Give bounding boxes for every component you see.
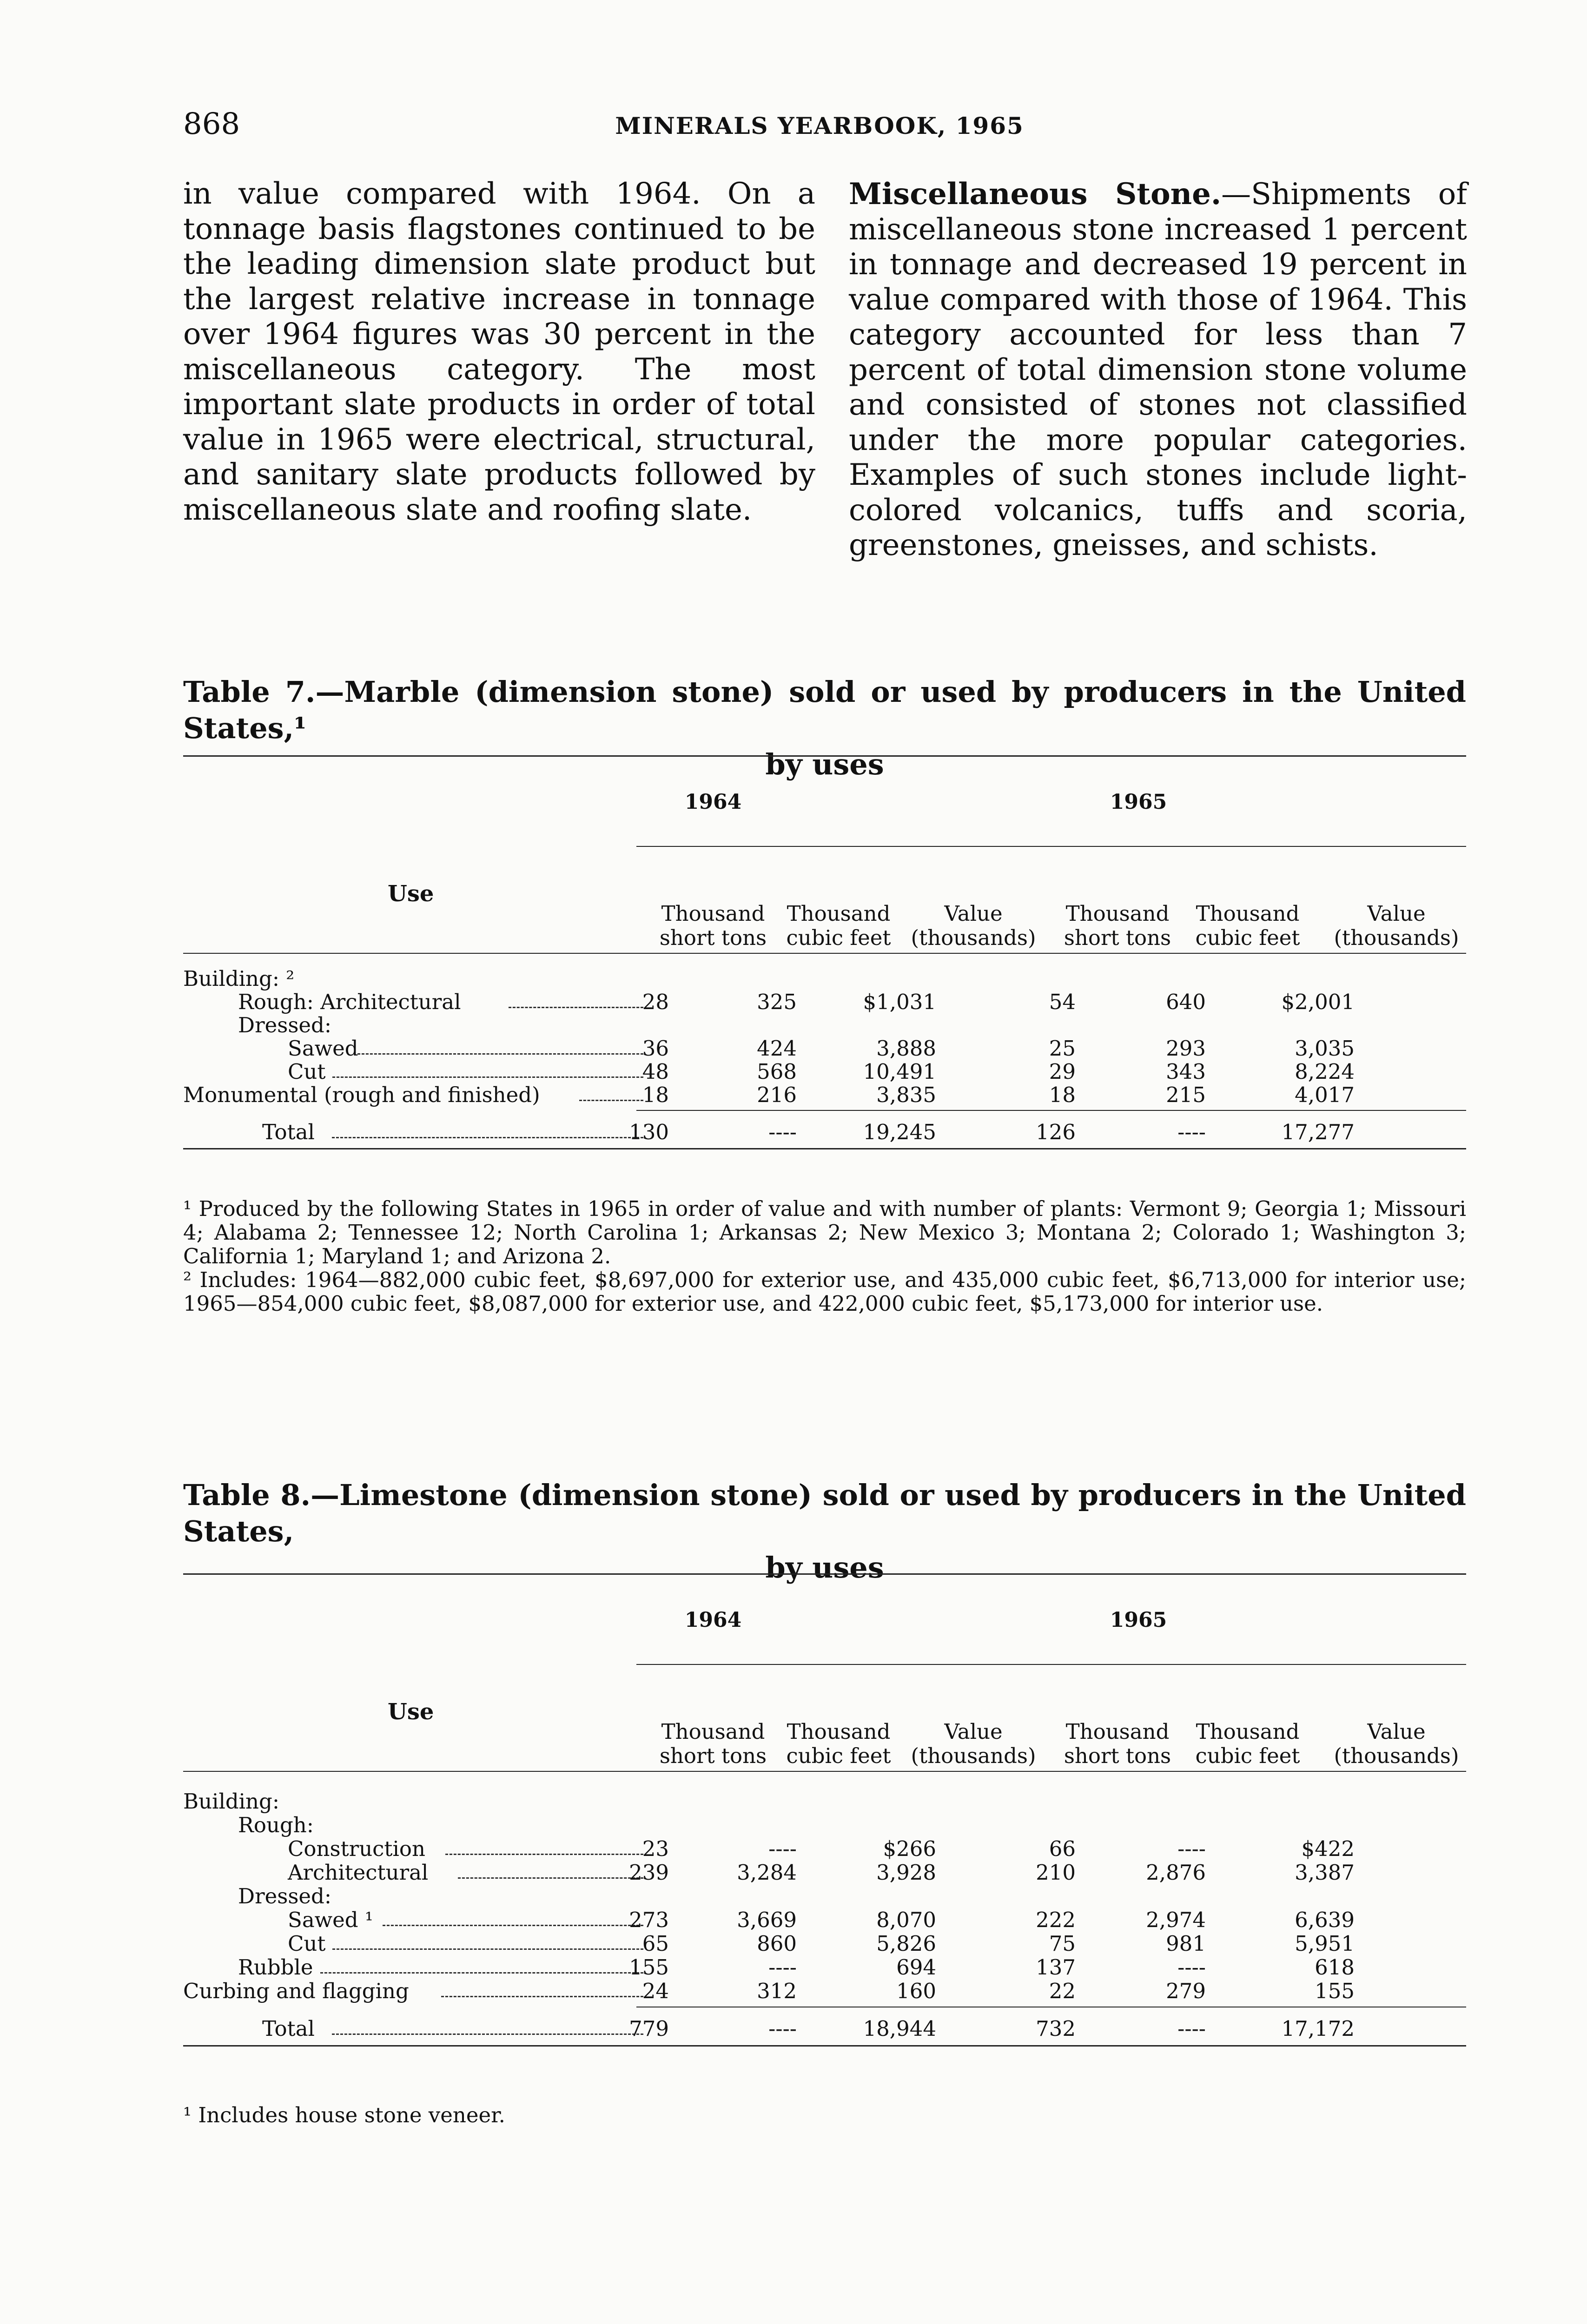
table7-cell: 215 bbox=[1166, 1083, 1206, 1107]
table8-cell: 222 bbox=[1036, 1908, 1076, 1932]
table8-cell: 155 bbox=[629, 1955, 669, 1980]
table8-row bbox=[183, 1955, 1466, 1980]
table7-bottom-rule bbox=[183, 1148, 1466, 1149]
table8-cell: ---- bbox=[1177, 1836, 1206, 1861]
table8-row bbox=[183, 1884, 1466, 1908]
table7-cell: $2,001 bbox=[1281, 990, 1355, 1014]
table8-col-header-2: Thousand cubic feet bbox=[786, 1719, 891, 1768]
table7-cell: 36 bbox=[642, 1036, 669, 1061]
table7-cell: 424 bbox=[757, 1036, 797, 1061]
table7-cell: 18 bbox=[1049, 1083, 1076, 1107]
table8-cell: 210 bbox=[1036, 1860, 1076, 1885]
table8-cell: 3,669 bbox=[737, 1908, 797, 1932]
table7-cell: 29 bbox=[1049, 1059, 1076, 1084]
table7-row-label: Total bbox=[262, 1120, 315, 1144]
table8-cell: 779 bbox=[629, 2016, 669, 2041]
table8-row bbox=[183, 1837, 1466, 1861]
table7-leader-dots bbox=[579, 1098, 643, 1101]
table8-row-label: Rubble bbox=[238, 1955, 313, 1980]
table7-row bbox=[183, 1037, 1466, 1061]
table8-cell: 8,070 bbox=[876, 1908, 936, 1932]
table7-title-line2: by uses bbox=[765, 747, 884, 781]
table8-row bbox=[183, 1908, 1466, 1932]
table7-leader-dots bbox=[357, 1051, 643, 1055]
table8-cell: $422 bbox=[1301, 1836, 1355, 1861]
table8-cell: 5,826 bbox=[876, 1931, 936, 1956]
table8-cell: 6,639 bbox=[1295, 1908, 1355, 1932]
table7-cell: $1,031 bbox=[863, 990, 936, 1014]
table8-leader-dots bbox=[445, 1852, 643, 1855]
table7-leader-dots bbox=[332, 1135, 643, 1138]
table8-footnotes bbox=[183, 2103, 1466, 2127]
table8-cell: ---- bbox=[768, 1836, 797, 1861]
table8-bottom-rule bbox=[183, 2045, 1466, 2047]
table7-row bbox=[183, 1013, 1466, 1037]
table8-cell: $266 bbox=[883, 1836, 936, 1861]
table8-leader-dots bbox=[332, 1947, 643, 1950]
table8-cell: 732 bbox=[1036, 2016, 1076, 2041]
table7-cell: ---- bbox=[1177, 1120, 1206, 1144]
table8-cell: ---- bbox=[768, 2016, 797, 2041]
table7-col-header-4: Thousand short tons bbox=[1064, 901, 1171, 950]
table7-row bbox=[183, 1060, 1466, 1084]
table8-leader-dots bbox=[458, 1875, 643, 1879]
table7-cell: 10,491 bbox=[863, 1059, 936, 1084]
page-number: 868 bbox=[183, 107, 240, 141]
table8-col-header-3: Value (thousands) bbox=[911, 1719, 1036, 1768]
table8-cell: 65 bbox=[642, 1931, 669, 1956]
table7-cell: 568 bbox=[757, 1059, 797, 1084]
table8-cell: 2,974 bbox=[1146, 1908, 1206, 1932]
table7-col-header-6: Value (thousands) bbox=[1334, 901, 1459, 950]
table8-cell: 860 bbox=[757, 1931, 797, 1956]
table8-leader-dots bbox=[332, 2032, 643, 2035]
table7-row bbox=[183, 967, 1466, 991]
table8-cell: 23 bbox=[642, 1836, 669, 1861]
running-title: MINERALS YEARBOOK, 1965 bbox=[615, 112, 1024, 139]
table7-row-label: Building: ² bbox=[183, 966, 295, 991]
table8-use-header: Use bbox=[388, 1699, 434, 1725]
table7-cell: 130 bbox=[629, 1120, 669, 1144]
table8-row bbox=[183, 1979, 1466, 2003]
table7-cell: 19,245 bbox=[863, 1120, 936, 1144]
miscellaneous-stone-text: —Shipments of miscellaneous stone increased 1 percent in tonnage and decreased 19 percent in value compared with those of 1964. This category accounted for less than 7 percent of total dimension stone volume and consisted of stones not classified under the more popular categories. Examples of such stones include light-colored volcanics, tuffs and scoria, greenstones, gneisses, and schists. bbox=[849, 177, 1467, 562]
table8-cell: 137 bbox=[1036, 1955, 1076, 1980]
table8-leader-dots bbox=[320, 1970, 643, 1974]
table7-footnotes bbox=[183, 1197, 1466, 1315]
table8-cell: 5,951 bbox=[1295, 1931, 1355, 1956]
table8-cell: 17,172 bbox=[1281, 2016, 1355, 2041]
table8-row-label: Total bbox=[262, 2016, 315, 2041]
table8-leader-dots bbox=[441, 1994, 643, 1997]
table7-col-header-1: Thousand short tons bbox=[659, 901, 767, 950]
table8-col-header-5: Thousand cubic feet bbox=[1195, 1719, 1300, 1768]
table8-cell: 239 bbox=[629, 1860, 669, 1885]
table7-row-label: Monumental (rough and finished) bbox=[183, 1083, 540, 1107]
table8-cell: ---- bbox=[1177, 1955, 1206, 1980]
table8-cell: 279 bbox=[1166, 1979, 1206, 2003]
table7-year-rule bbox=[636, 846, 1466, 847]
table8-cell: 618 bbox=[1315, 1955, 1355, 1980]
table8-cell: ---- bbox=[768, 1955, 797, 1980]
table8-total-row bbox=[183, 2017, 1466, 2041]
table8-cell: 981 bbox=[1166, 1931, 1206, 1956]
table8-cell: 18,944 bbox=[863, 2016, 936, 2041]
table8-cell: 75 bbox=[1049, 1931, 1076, 1956]
table8-cell: 155 bbox=[1315, 1979, 1355, 2003]
table8-cell: 160 bbox=[896, 1979, 936, 2003]
table8-col-header-1: Thousand short tons bbox=[659, 1719, 767, 1768]
table8-cell: ---- bbox=[1177, 2016, 1206, 2041]
table8-row bbox=[183, 1789, 1466, 1814]
table8-cell: 312 bbox=[757, 1979, 797, 2003]
table7-year-1965: 1965 bbox=[1110, 790, 1167, 814]
table8-row bbox=[183, 1932, 1466, 1956]
table7-year-1964: 1964 bbox=[684, 790, 742, 814]
table7-cell: 17,277 bbox=[1281, 1120, 1355, 1144]
table8-cell: 22 bbox=[1049, 1979, 1076, 2003]
table8-cell: 273 bbox=[629, 1908, 669, 1932]
table8-footnote-1: ¹ Includes house stone veneer. bbox=[183, 2103, 505, 2127]
table7-cell: 3,888 bbox=[876, 1036, 936, 1061]
table7-leader-dots bbox=[509, 1005, 643, 1008]
table8-title-line2: by uses bbox=[765, 1551, 884, 1585]
table7-row bbox=[183, 990, 1466, 1014]
table8-cell: 3,387 bbox=[1295, 1860, 1355, 1885]
table7-cell: 343 bbox=[1166, 1059, 1206, 1084]
table8-leader-dots bbox=[383, 1923, 643, 1926]
table7-leader-dots bbox=[332, 1075, 643, 1078]
table7-row-label: Sawed bbox=[288, 1036, 358, 1061]
table7-total-rule bbox=[636, 1110, 1466, 1111]
table8-cell: 66 bbox=[1049, 1836, 1076, 1861]
table7 bbox=[183, 755, 1466, 1197]
body-right-column bbox=[849, 177, 1467, 563]
table8-col-header-6: Value (thousands) bbox=[1334, 1719, 1459, 1768]
table7-row-label: Rough: Architectural bbox=[238, 990, 461, 1014]
table8-row-label: Construction bbox=[288, 1836, 425, 1861]
table8-title-line1: Table 8.—Limestone (dimension stone) sold or used by producers in the United States, bbox=[183, 1478, 1466, 1548]
table8-cell: 24 bbox=[642, 1979, 669, 2003]
table7-cell: 126 bbox=[1036, 1120, 1076, 1144]
table8-header-rule bbox=[183, 1771, 1466, 1772]
table8-row-label: Architectural bbox=[288, 1860, 429, 1885]
table8-row-label: Dressed: bbox=[238, 1884, 332, 1908]
table8-row bbox=[183, 1861, 1466, 1885]
table8-year-1964: 1964 bbox=[684, 1608, 742, 1632]
table8-year-1965: 1965 bbox=[1110, 1608, 1167, 1632]
table7-cell: 216 bbox=[757, 1083, 797, 1107]
table7-row-label: Dressed: bbox=[238, 1013, 332, 1037]
table7-cell: 3,835 bbox=[876, 1083, 936, 1107]
table7-cell: 3,035 bbox=[1295, 1036, 1355, 1061]
table7-cell: 293 bbox=[1166, 1036, 1206, 1061]
table8-cell: 694 bbox=[896, 1955, 936, 1980]
table7-use-header: Use bbox=[388, 881, 434, 907]
table7-total-row bbox=[183, 1120, 1466, 1144]
table7-title-line1: Table 7.—Marble (dimension stone) sold or used by producers in the United States,¹ bbox=[183, 675, 1466, 745]
table8-col-header-4: Thousand short tons bbox=[1064, 1719, 1171, 1768]
table7-col-header-3: Value (thousands) bbox=[911, 901, 1036, 950]
body-left-column: in value compared with 1964. On a tonnage basis flagstones continued to be the leading dimension slate product but the largest relative increase in tonnage over 1964 figures was 30 percent in the miscellaneous category. The most important slate products in order of total value in 1965 were electrical, structural, and sanitary slate products followed by miscellaneous slate and roofing slate. bbox=[183, 177, 815, 527]
table8-cell: 3,928 bbox=[876, 1860, 936, 1885]
table8-title bbox=[183, 1477, 1466, 1586]
table7-row bbox=[183, 1083, 1466, 1107]
table7-cell: 640 bbox=[1166, 990, 1206, 1014]
table7-cell: ---- bbox=[768, 1120, 797, 1144]
table7-row-label: Cut bbox=[288, 1059, 326, 1084]
table7-cell: 325 bbox=[757, 990, 797, 1014]
table7-cell: 4,017 bbox=[1295, 1083, 1355, 1107]
table7-cell: 25 bbox=[1049, 1036, 1076, 1061]
table8-top-rule bbox=[183, 1573, 1466, 1575]
table8-cell: 3,284 bbox=[737, 1860, 797, 1885]
table7-col-header-2: Thousand cubic feet bbox=[786, 901, 891, 950]
table7-header-rule bbox=[183, 953, 1466, 954]
table7-cell: 48 bbox=[642, 1059, 669, 1084]
table8-row-label: Curbing and flagging bbox=[183, 1979, 409, 2003]
table7-footnote-1: ¹ Produced by the following States in 1965 in order of value and with number of plants: Vermont 9; Georgia 1; Missouri 4; Alabama 2; Tennessee 12; North Carolina 1; Arkansas 2; New Mexico 3; Montana 2; Colorado 1; Washington 3; California 1; Maryland 1; and Arizona 2. bbox=[183, 1196, 1466, 1268]
table7-cell: 28 bbox=[642, 990, 669, 1014]
table8-row-label: Building: bbox=[183, 1789, 279, 1814]
table7-cell: 54 bbox=[1049, 990, 1076, 1014]
table7-col-header-5: Thousand cubic feet bbox=[1195, 901, 1300, 950]
table8-row-label: Rough: bbox=[238, 1813, 314, 1837]
table7-cell: 18 bbox=[642, 1083, 669, 1107]
table8-row bbox=[183, 1813, 1466, 1837]
section-heading-miscellaneous-stone: Miscellaneous Stone. bbox=[849, 177, 1222, 211]
table7-top-rule bbox=[183, 755, 1466, 757]
table8 bbox=[183, 1573, 1466, 2094]
table8-year-rule bbox=[636, 1664, 1466, 1665]
page-header bbox=[183, 107, 1464, 141]
table7-cell: 8,224 bbox=[1295, 1059, 1355, 1084]
table8-cell: 2,876 bbox=[1146, 1860, 1206, 1885]
table8-row-label: Sawed ¹ bbox=[288, 1908, 373, 1932]
table7-footnote-2: ² Includes: 1964—882,000 cubic feet, $8,697,000 for exterior use, and 435,000 cubic feet, $6,713,000 for interior use; 1965—854,000 cubic feet, $8,087,000 for exterior use, and 422,000 cubic feet, $5,173,000 for interior use. bbox=[183, 1268, 1466, 1316]
table8-row-label: Cut bbox=[288, 1931, 326, 1956]
